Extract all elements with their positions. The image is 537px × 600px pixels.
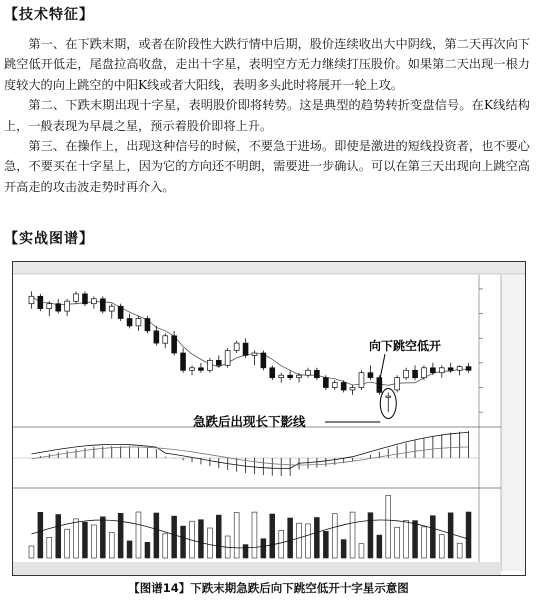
volume-bar-up — [234, 513, 239, 559]
candle-body-down — [154, 331, 159, 343]
candle-body-up — [65, 301, 70, 311]
candle — [404, 368, 409, 380]
volume-bar-up — [65, 529, 70, 558]
volume-bar-up — [386, 496, 391, 559]
stock-chart-figure — [13, 262, 525, 575]
volume-bar-down — [216, 515, 221, 558]
candle-body-down — [56, 304, 61, 311]
macd-panel — [13, 431, 479, 476]
candle-body-down — [199, 368, 204, 371]
candle — [377, 375, 382, 395]
candle-body-down — [181, 353, 186, 370]
candle-body-down — [466, 367, 471, 371]
candle-body-down — [368, 373, 373, 378]
volume-bar-up — [109, 533, 114, 559]
candle — [368, 365, 373, 380]
candle-body-down — [341, 383, 346, 390]
paragraph-3: 第三、在操作上，出现这种信号的时候，不要急于进场。即使是激进的短线投资者，也不要心急，不要买在十字星上，因为它的方向还不明朗，需要进一步确认。可以在第三天出现向上跳空高开高走的攻击波走势时再介入。 — [4, 139, 530, 194]
candle-body-up — [439, 368, 444, 373]
candle-body-down — [314, 370, 319, 377]
candle — [29, 291, 34, 308]
volume-bar-down — [199, 520, 204, 558]
volume-bar-down — [145, 542, 150, 558]
candle — [288, 370, 293, 380]
candle-body-down — [377, 378, 382, 393]
gap-annotation-pointer — [380, 354, 385, 378]
volume-bar-up — [91, 525, 96, 558]
candle — [359, 370, 364, 390]
candle-body-up — [332, 383, 337, 388]
candle-body-up — [297, 375, 302, 378]
volume-bar-down — [38, 512, 43, 558]
candle — [145, 316, 150, 333]
volume-bar-up — [422, 527, 427, 558]
volume-bar-up — [306, 524, 311, 558]
candle — [395, 375, 400, 392]
candle-body-down — [323, 378, 328, 388]
stock-chart-screenshot — [12, 261, 526, 576]
candle — [91, 296, 96, 308]
candle-body-up — [386, 396, 391, 397]
paragraph-2: 第二、下跌末期出现十字星，表明股价即将转势。这是典型的趋势转折变盘信号。在K线结构上，一般表现为早晨之星，预示着股价即将上升。 — [4, 98, 530, 133]
candle — [199, 363, 204, 373]
candle-body-down — [216, 360, 221, 365]
candle-body-up — [109, 306, 114, 311]
paragraph-1: 第一、在下跌末期，或者在阶段性大跌行情中后期，股价连续收出大中阴线，第二天再次向下跳空低开低走，尾盘拉高收盘，走出十字星，表明空方无力继续打压股价。如果第二天出现一根力度较大的向上跳空的中阳K线或者大阳线，表明多头此时将展开一轮上攻。 — [4, 37, 530, 92]
candle — [261, 351, 266, 371]
candle-body-down — [38, 296, 43, 308]
volume-bar-down — [270, 514, 275, 558]
candle — [38, 294, 43, 311]
volume-bar-down — [243, 545, 248, 558]
volume-panel — [29, 496, 471, 559]
candle-body-up — [91, 299, 96, 304]
candle — [350, 385, 355, 395]
section-heading-chart: 【实战图谱】 — [4, 231, 94, 247]
candle-body-up — [422, 368, 427, 378]
candle — [270, 365, 275, 380]
candle-body-down — [172, 336, 177, 353]
body-text — [4, 34, 530, 197]
candle-body-up — [163, 336, 168, 343]
volume-bar-up — [395, 527, 400, 558]
volume-bar-down — [377, 535, 382, 558]
candle-body-up — [74, 294, 79, 301]
volume-bar-up — [47, 537, 52, 558]
volume-bar-up — [163, 534, 168, 558]
gap-annotation-label: 向下跳空低开 — [369, 339, 442, 353]
volume-bar-down — [100, 517, 105, 558]
candle — [332, 380, 337, 390]
candle — [439, 365, 444, 377]
candle — [234, 341, 239, 353]
volume-bar-down — [261, 539, 266, 558]
candle-body-up — [306, 370, 311, 375]
candle — [74, 291, 79, 303]
candle — [118, 304, 123, 321]
volume-bar-down — [118, 513, 123, 558]
volume-bar-up — [332, 514, 337, 558]
volume-bar-down — [341, 540, 346, 558]
volume-bar-up — [279, 530, 284, 558]
candle — [466, 363, 471, 373]
volume-bar-down — [56, 515, 61, 559]
candle-body-up — [190, 368, 195, 371]
candle — [252, 351, 257, 366]
candle — [109, 304, 114, 319]
candle-body-down — [413, 370, 418, 377]
candle — [457, 365, 462, 375]
candle-body-down — [243, 343, 248, 355]
candle — [172, 331, 177, 356]
candle — [422, 365, 427, 380]
volume-bar-down — [172, 516, 177, 558]
candle — [136, 316, 141, 331]
candle — [225, 348, 230, 368]
candle — [323, 375, 328, 390]
volume-bar-down — [154, 513, 159, 558]
candle — [163, 333, 168, 348]
candle-body-down — [83, 294, 88, 304]
menu-bar — [13, 262, 525, 274]
candle — [154, 326, 159, 346]
candle-body-up — [457, 367, 462, 371]
volume-bar-up — [350, 512, 355, 558]
candle-body-down — [145, 319, 150, 331]
candle — [181, 348, 186, 373]
candle — [65, 299, 70, 316]
candle-body-down — [270, 368, 275, 378]
figure-caption: 【图谱14】下跌末期急跌后向下跳空低开十字星示意图 — [128, 581, 409, 595]
candle-body-down — [127, 319, 132, 326]
volume-bar-down — [368, 513, 373, 558]
volume-bar-down — [466, 512, 471, 558]
volume-bar-down — [430, 516, 435, 558]
volume-bar-down — [288, 518, 293, 558]
volume-bar-up — [404, 520, 409, 558]
macd-dea-line — [32, 447, 469, 465]
volume-average-line — [32, 520, 469, 548]
candle — [430, 363, 435, 375]
candle — [207, 358, 212, 373]
candle-body-up — [252, 353, 257, 356]
candle — [243, 338, 248, 358]
candle-body-up — [225, 351, 230, 366]
volume-bar-down — [448, 513, 453, 558]
candle — [386, 392, 391, 412]
volume-bar-down — [314, 518, 319, 559]
candle-body-down — [448, 368, 453, 371]
candle-body-up — [404, 370, 409, 377]
candle — [413, 365, 418, 380]
candle — [100, 296, 105, 313]
volume-bar-up — [252, 512, 257, 558]
candle-body-up — [29, 296, 34, 303]
candle — [127, 314, 132, 329]
volume-bar-up — [29, 546, 34, 558]
candle-body-up — [47, 304, 52, 309]
candle-body-up — [279, 375, 284, 378]
macd-dif-line — [32, 432, 469, 468]
volume-bar-down — [181, 526, 186, 558]
shadow-annotation-label: 急跌后出现长下影线 — [193, 414, 306, 429]
candle-body-down — [118, 306, 123, 318]
candle — [83, 291, 88, 306]
right-toolbar — [501, 275, 525, 571]
candle-body-up — [207, 360, 212, 370]
volume-bar-up — [359, 544, 364, 558]
volume-bar-down — [127, 541, 132, 558]
candle-body-up — [136, 319, 141, 326]
volume-bar-up — [207, 528, 212, 558]
candle-body-up — [234, 343, 239, 350]
candle-body-down — [261, 353, 266, 368]
candle — [279, 373, 284, 383]
volume-bar-up — [297, 523, 302, 558]
section-heading-features: 【技术特征】 — [4, 7, 94, 23]
volume-bar-down — [83, 522, 88, 558]
candle — [306, 368, 311, 378]
candle-body-down — [288, 375, 293, 378]
candle — [47, 301, 52, 316]
candle-body-down — [430, 368, 435, 373]
volume-bar-up — [74, 519, 79, 558]
volume-bar-down — [323, 531, 328, 558]
volume-bar-up — [136, 512, 141, 558]
volume-bar-up — [439, 535, 444, 558]
candle-body-up — [395, 378, 400, 390]
candle-body-up — [359, 373, 364, 388]
volume-bar-up — [457, 543, 462, 558]
status-bar — [13, 562, 501, 575]
candle — [314, 368, 319, 380]
candle-body-down — [100, 299, 105, 311]
candle-body-up — [350, 388, 355, 391]
candle — [56, 299, 61, 314]
volume-bar-down — [413, 521, 418, 558]
candle — [190, 365, 195, 375]
